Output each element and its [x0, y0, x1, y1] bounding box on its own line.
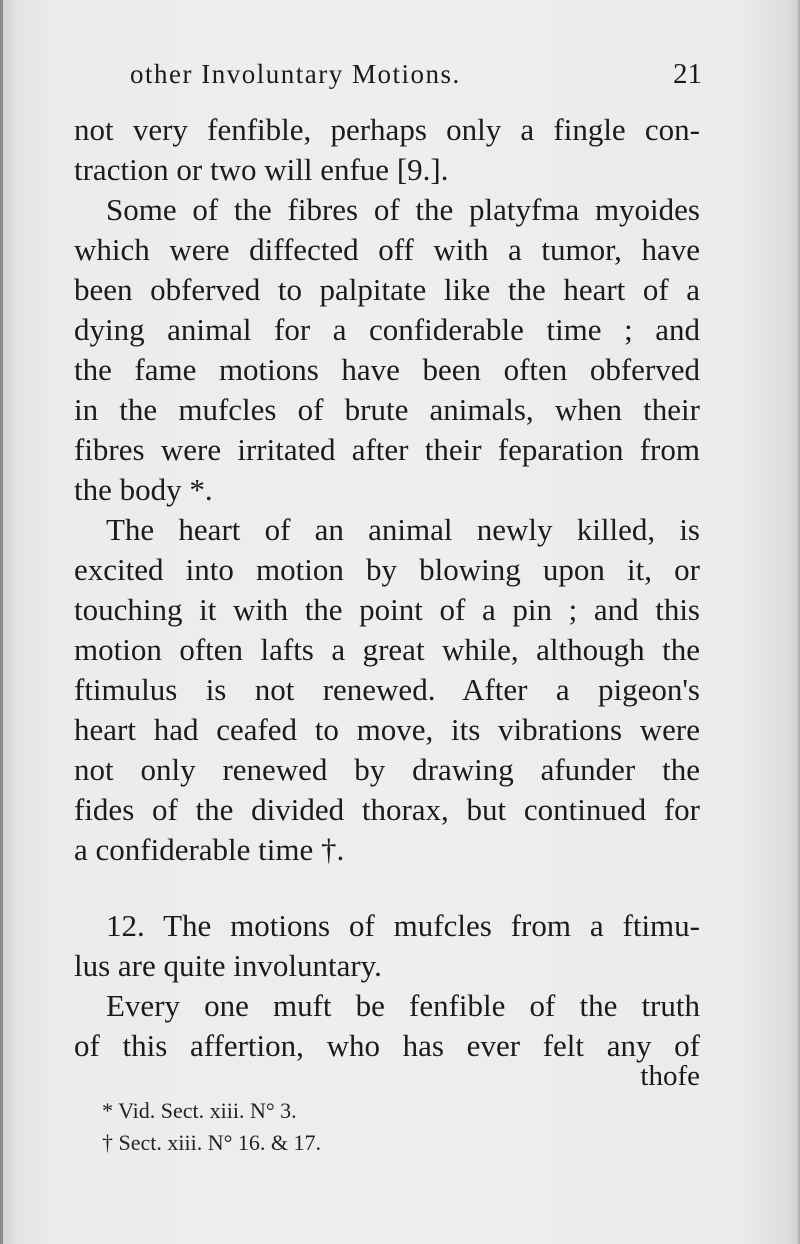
text-line: of this affertion, who has ever felt any of	[74, 1028, 700, 1063]
page-number: 21	[673, 58, 702, 90]
text-line: The heart of an animal newly killed, is	[106, 512, 700, 547]
text-line: a confiderable time †.	[74, 832, 345, 867]
text-line: been obferved to palpitate like the heart of a	[74, 272, 700, 307]
section-heading-line: lus are quite involuntary.	[74, 948, 382, 983]
page-header	[130, 54, 702, 94]
text-line: excited into motion by blowing upon it, or	[74, 552, 700, 587]
text-line: dying animal for a confiderable time ; and	[74, 312, 700, 347]
text-line: fides of the divided thorax, but continued for	[74, 792, 700, 827]
text-line: the fame motions have been often obferved	[74, 352, 700, 387]
text-line: motion often lafts a great while, although the	[74, 632, 700, 667]
footnote: † Sect. xiii. N° 16. & 17.	[102, 1130, 322, 1155]
text-line: touching it with the point of a pin ; and this	[74, 592, 700, 627]
catchword: thofe	[640, 1060, 700, 1092]
section-heading-line: 12. The motions of mufcles from a ftimu-	[106, 908, 700, 943]
text-line: which were diffected off with a tumor, have	[74, 232, 700, 267]
page-edge-left	[0, 0, 3, 1244]
text-line: ftimulus is not renewed. After a pigeon's	[74, 672, 700, 707]
footnote: * Vid. Sect. xiii. N° 3.	[102, 1098, 297, 1123]
text-line: not only renewed by drawing afunder the	[74, 752, 700, 787]
text-line: the body *.	[74, 472, 213, 507]
text-line: in the mufcles of brute animals, when their	[74, 392, 700, 427]
text-line: fibres were irritated after their feparation from	[74, 432, 700, 467]
text-line: not very fenfible, perhaps only a fingle con-	[74, 112, 700, 147]
running-head: other Involuntary Motions.	[130, 59, 461, 89]
text-line: Every one muft be fenfible of the truth	[106, 988, 700, 1023]
text-line: Some of the fibres of the platyfma myoides	[106, 192, 700, 227]
text-line: heart had ceafed to move, its vibrations were	[74, 712, 700, 747]
text-line: traction or two will enfue [9.].	[74, 152, 449, 187]
